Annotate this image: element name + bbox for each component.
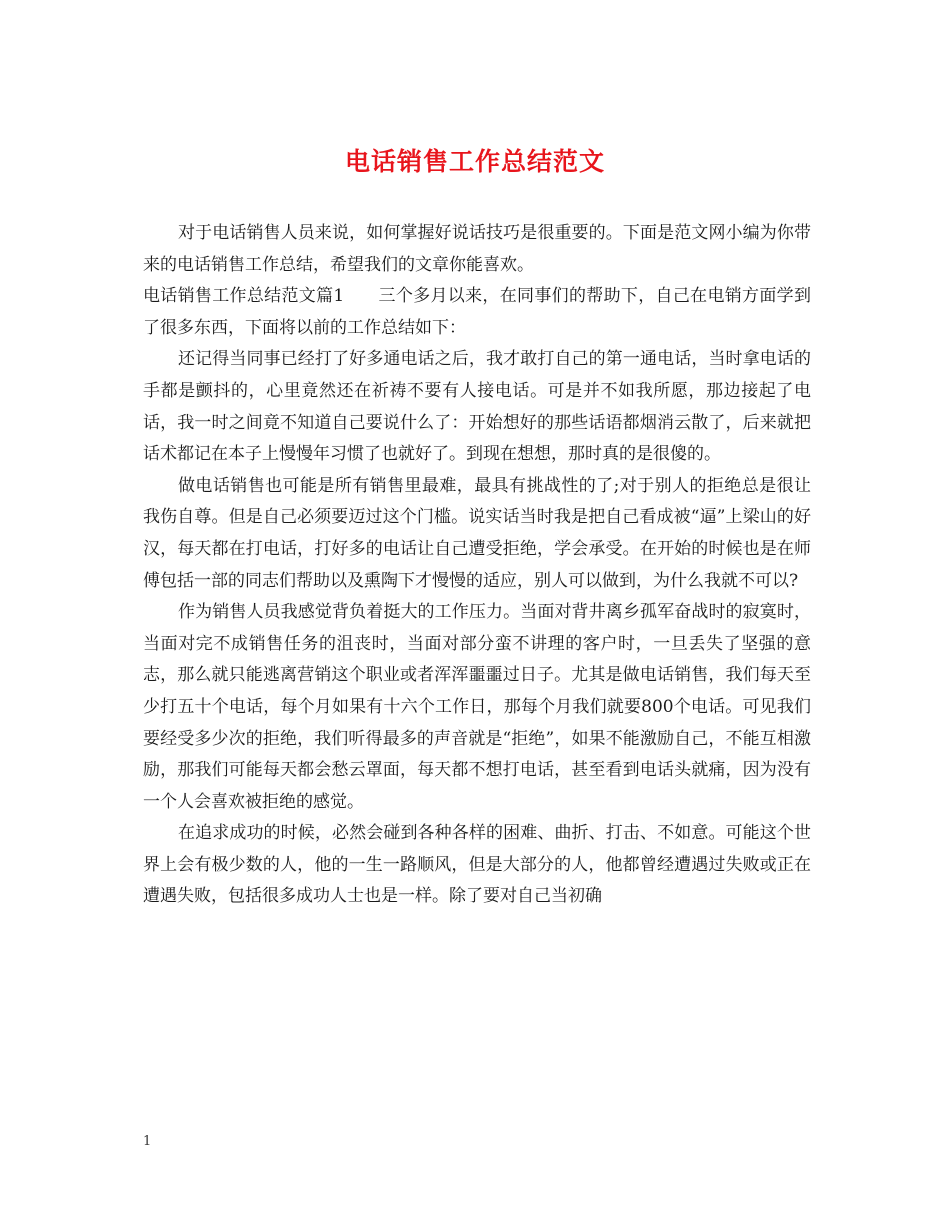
intro-paragraph: 对于电话销售人员来说，如何掌握好说话技巧是很重要的。下面是范文网小编为你带来的电话销售工作总结，希望我们的文章你能喜欢。 [143,223,811,275]
body-paragraph-1: 还记得当同事已经打了好多通电话之后，我才敢打自己的第一通电话，当时拿电话的手都是颤抖的，心里竟然还在祈祷不要有人接电话。可是并不如我所愿，那边接起了电话，我一时之间竟不知道自己要说什么了：开始想好的那些话语都烟消云散了，后来就把话术都记在本子上慢慢年习惯了也就好了。到现在想想，那时真的是很傻的。 [143,349,811,465]
document-title: 电话销售工作总结范文 [344,147,605,176]
body-paragraph-3: 作为销售人员我感觉背负着挺大的工作压力。当面对背井离乡孤军奋战时的寂寞时，当面对完不成销售任务的沮丧时，当面对部分蛮不讲理的客户时，一旦丢失了坚强的意志，那么就只能逃离营销这个职业或者浑浑噩噩过日子。尤其是做电话销售，我们每天至少打五十个电话，每个月如果有十六个工作日，那每个月我们就要800个电话。可见我们要经受多少次的拒绝，我们听得最多的声音就是“拒绝”，如果不能激励自己，不能互相激励，那我们可能每天都会愁云罩面，每天都不想打电话，甚至看到电话头就痛，因为没有一个人会喜欢被拒绝的感觉。 [143,602,811,812]
body-paragraph-4: 在追求成功的时候，必然会碰到各种各样的困难、曲折、打击、不如意。可能这个世界上会有极少数的人，他的一生一路顺风，但是大部分的人，他都曾经遭遇过失败或正在遭遇失败，包括很多成功人士也是一样。除了要对自己当初确 [143,823,811,907]
page-number: 1 [143,1134,152,1149]
section-first-text: 三个多月以来，在同事们的帮助下，自己在电销方面学到了很多东西，下面将以前的工作总结如下： [143,286,811,338]
section-paragraph [143,281,811,344]
document-body [143,218,811,913]
body-paragraph-2: 做电话销售也可能是所有销售里最难，最具有挑战性的了;对于别人的拒绝总是很让我伤自尊。但是自己必须要迈过这个门槛。说实话当时我是把自己看成被“逼”上梁山的好汉，每天都在打电话，打好多的电话让自己遭受拒绝，学会承受。在开始的时候也是在师傅包括一部的同志们帮助以及熏陶下才慢慢的适应，别人可以做到，为什么我就不可以? [143,475,811,591]
section-heading: 电话销售工作总结范文篇1 [143,286,345,307]
